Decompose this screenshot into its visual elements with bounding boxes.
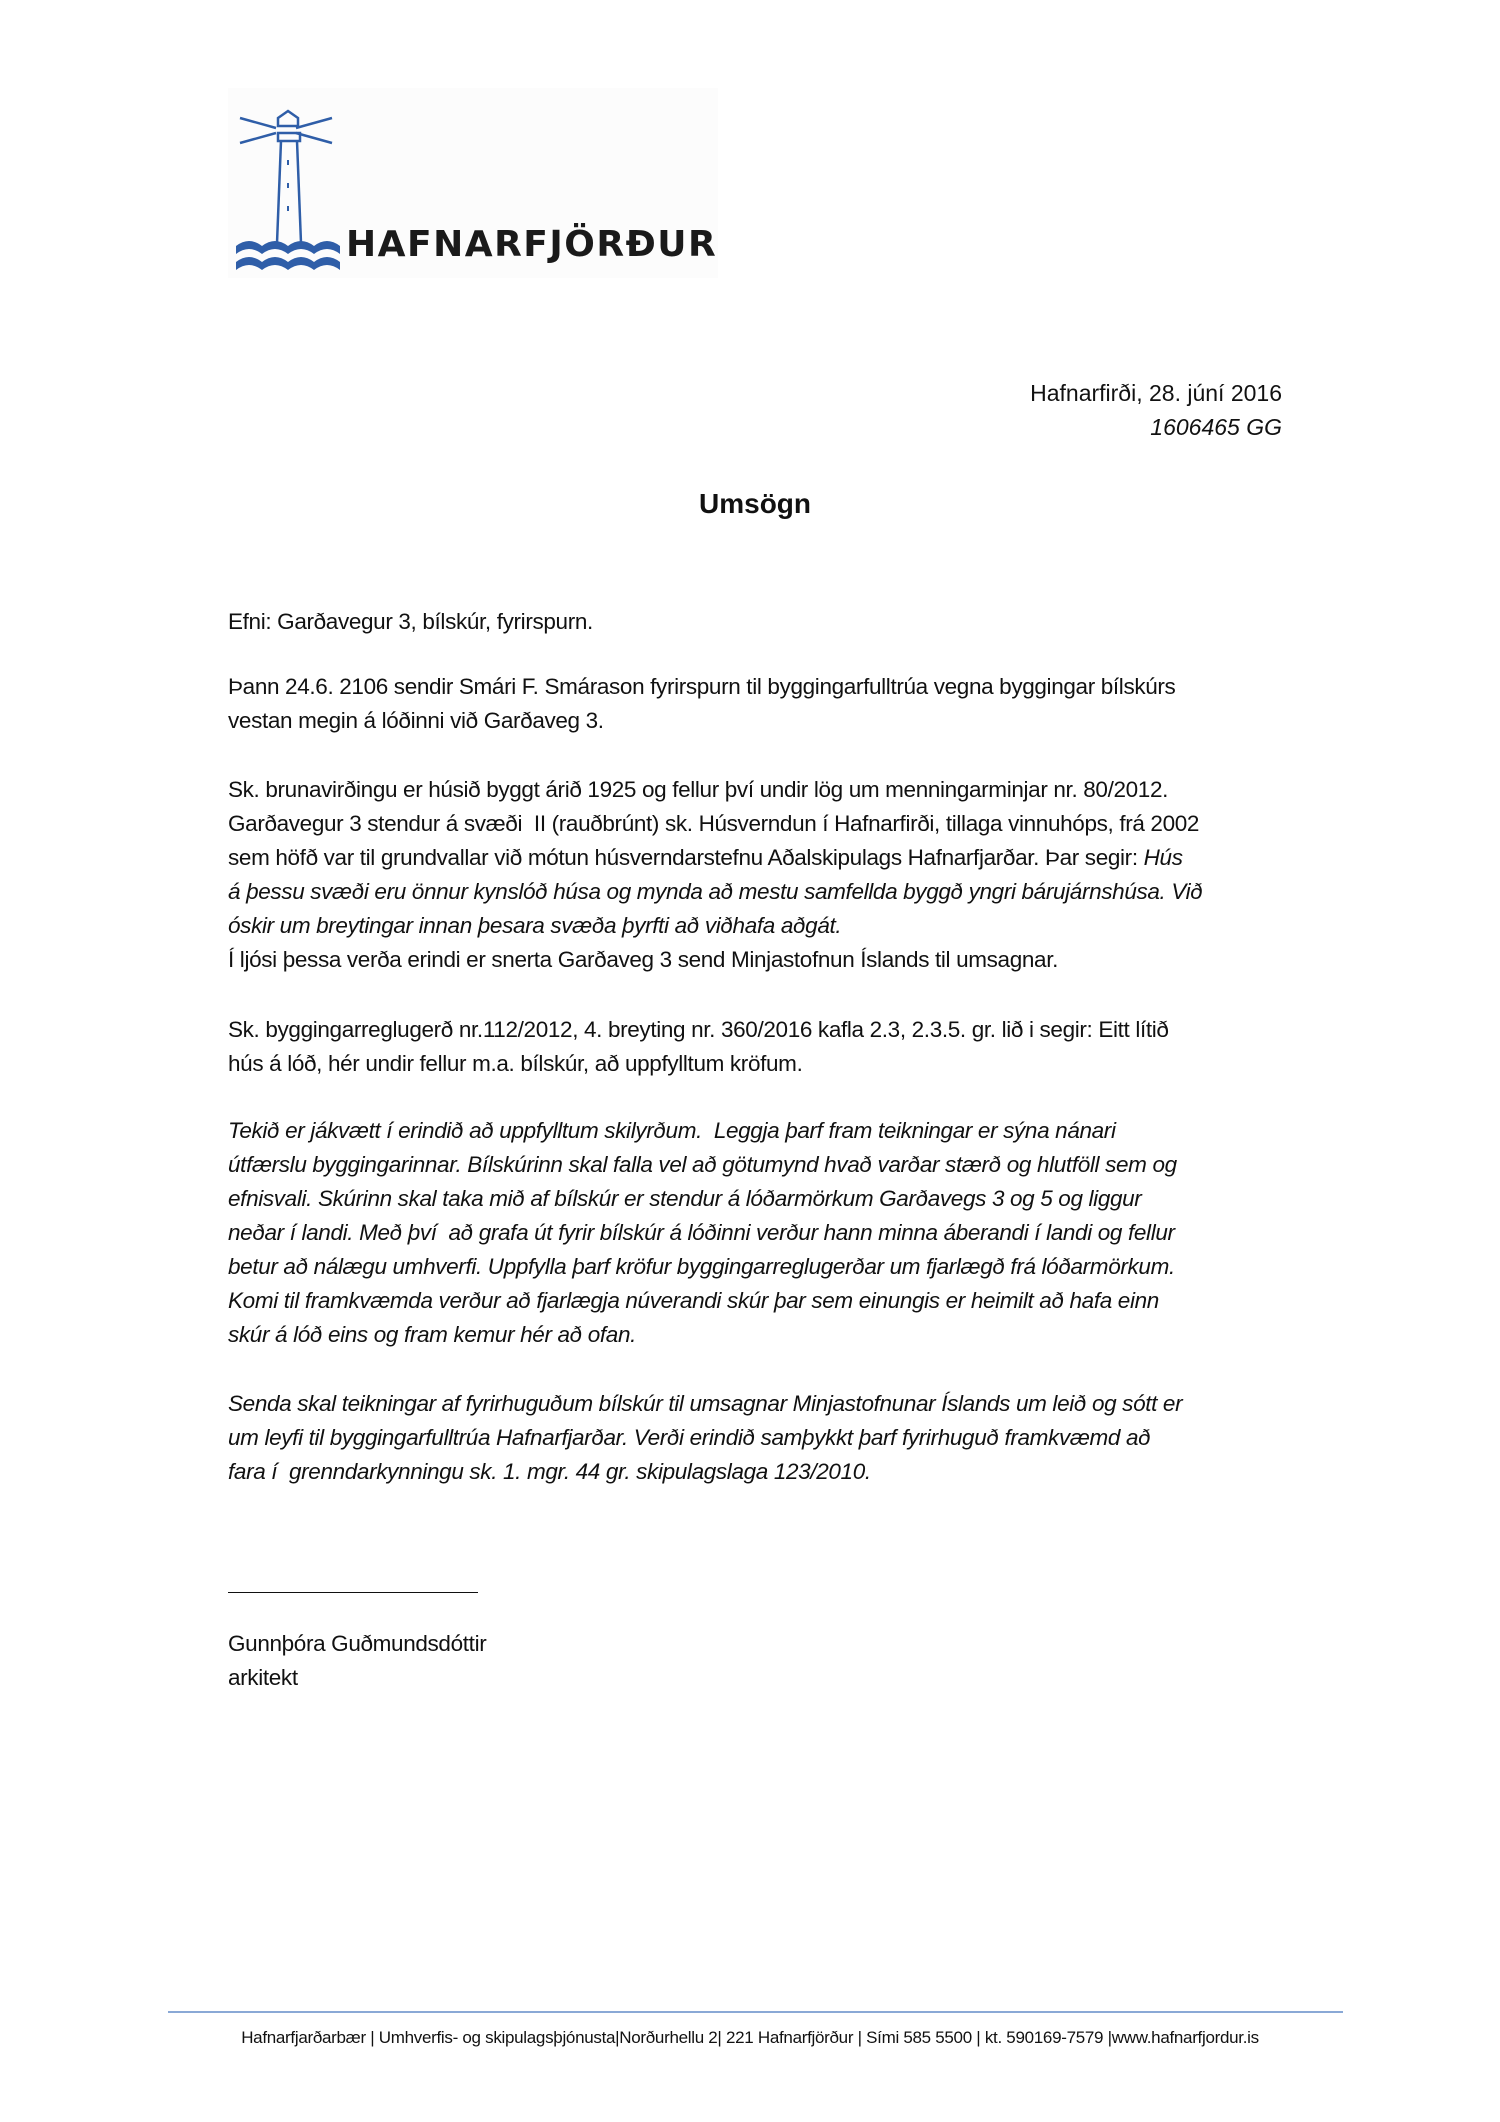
paragraph-5 [228,1387,1182,1489]
italic-text: óskir um breytingar innan þesara svæða þyrfti að viðhafa aðgát. [228,913,842,938]
italic-text: á þessu svæði eru önnur kynslóð húsa og mynda að mestu samfellda byggð yngri bárujárnshúsa. Við [228,879,1203,904]
body-text: Sk. byggingarreglugerð nr.112/2012, 4. breyting nr. 360/2016 kafla 2.3, 2.3.5. gr. lið i segir: Eitt lítið [228,1017,1169,1042]
paragraph-line [228,1318,1177,1352]
italic-text: um leyfi til byggingarfulltrúa Hafnarfjarðar. Verði erindið samþykkt þarf fyrirhuguð framkvæmd að [228,1425,1151,1450]
body-text: Í ljósi þessa verða erindi er snerta Garðaveg 3 send Minjastofnun Íslands til umsagnar. [228,947,1059,972]
reference-number: 1606465 GG [1150,414,1282,440]
paragraph-4 [228,1114,1177,1352]
italic-text: Tekið er jákvætt í erindið að uppfylltum skilyrðum. Leggja þarf fram teikningar er sýna nánari [228,1118,1116,1143]
paragraph-line [228,1013,1169,1047]
italic-text: betur að nálægu umhverfi. Uppfylla þarf kröfur byggingarreglugerðar um fjarlægð frá lóðarmörkum. [228,1254,1175,1279]
subject-text: Efni: Garðavegur 3, bílskúr, fyrirspurn. [228,609,593,634]
paragraph-line [228,1182,1177,1216]
italic-text: neðar í landi. Með því að grafa út fyrir bílskúr á lóðinni verður hann minna áberandi í landi og fellur [228,1220,1175,1245]
paragraph-line [228,704,1175,738]
footer-divider [168,2011,1343,2013]
place-date: Hafnarfirði, 28. júní 2016 [1030,380,1282,406]
logo-wordmark: HAFNARFJÖRÐUR [346,224,718,265]
paragraph-line [228,1455,1182,1489]
body-text: Þann 24.6. 2106 sendir Smári F. Smárason fyrirspurn til byggingarfulltrúa vegna byggingar bílskúrs [228,674,1176,699]
italic-text: útfærslu byggingarinnar. Bílskúrinn skal falla vel að götumynd hvað varðar stærð og hlutföll sem og [228,1152,1177,1177]
italic-text: Senda skal teikningar af fyrirhuguðum bílskúr til umsagnar Minjastofnunar Íslands um leið og sótt er [228,1391,1183,1416]
paragraph-line [228,1284,1177,1318]
hafnarfjordur-logo [228,88,718,278]
italic-text: Komi til framkvæmda verður að fjarlægja núverandi skúr þar sem einungis er heimilt að hafa einn [228,1288,1159,1313]
paragraph-line [228,773,1202,807]
paragraph-line [228,909,1202,943]
paragraph-line [228,807,1202,841]
paragraph-line [228,1047,1169,1081]
body-text: vestan megin á lóðinni við Garðaveg 3. [228,708,604,733]
paragraph-line [228,1148,1177,1182]
body-text: Sk. brunavirðingu er húsið byggt árið 1925 og fellur því undir lög um menningarminjar nr. 80/2012. [228,777,1169,802]
signature-role: arkitekt [228,1665,298,1690]
lighthouse-icon [228,88,348,278]
footer-contact: Hafnarfjarðarbær | Umhverfis- og skipulagsþjónusta|Norðurhellu 2| 221 Hafnarfjörður | Sími 585 5500 | kt. 590169-7579 |www.hafnarfjordur.is [241,2028,1259,2047]
paragraph-3 [228,1013,1169,1081]
paragraph-line [228,1387,1182,1421]
italic-text: efnisvali. Skúrinn skal taka mið af bílskúr er stendur á lóðarmörkum Garðavegs 3 og 5 og liggur [228,1186,1142,1211]
paragraph-line [228,1250,1177,1284]
paragraph-line [228,670,1175,704]
body-text: sem höfð var til grundvallar við mótun húsverndarstefnu Aðalskipulags Hafnarfjarðar. Þar segir: [228,845,1144,870]
italic-text: Hús [1143,845,1183,870]
signature-line [228,1592,478,1593]
document-title: Umsögn [699,488,811,519]
paragraph-1 [228,670,1175,738]
subject-line [228,605,593,639]
paragraph-line [228,841,1202,875]
signature-name: Gunnþóra Guðmundsdóttir [228,1631,487,1656]
paragraph-2 [228,773,1202,977]
paragraph-line [228,943,1202,977]
italic-text: fara í grenndarkynningu sk. 1. mgr. 44 gr. skipulagslaga 123/2010. [228,1459,871,1484]
body-text: Garðavegur 3 stendur á svæði II (rauðbrúnt) sk. Húsverndun í Hafnarfirði, tillaga vinnuhóps, frá 2002 [228,811,1200,836]
paragraph-line [228,1421,1182,1455]
paragraph-line [228,1216,1177,1250]
signature-block [228,1627,486,1695]
italic-text: skúr á lóð eins og fram kemur hér að ofan. [228,1322,637,1347]
paragraph-line [228,1114,1177,1148]
paragraph-line [228,875,1202,909]
body-text: hús á lóð, hér undir fellur m.a. bílskúr, að uppfylltum kröfum. [228,1051,803,1076]
